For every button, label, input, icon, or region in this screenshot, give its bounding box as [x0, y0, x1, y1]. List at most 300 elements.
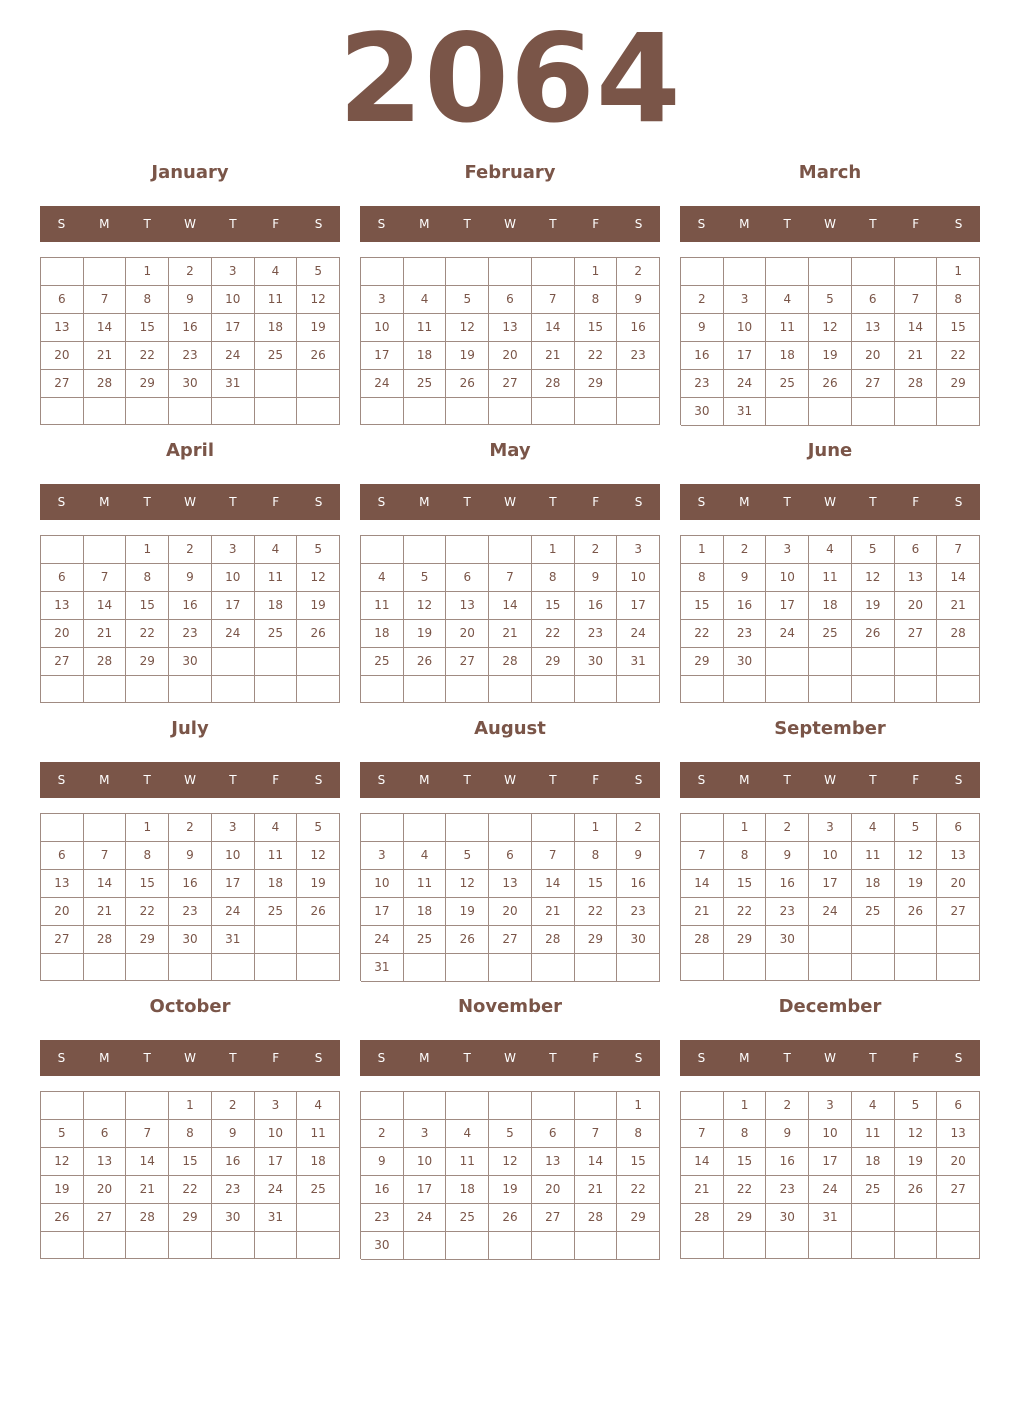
day-cell[interactable]: 1 — [575, 258, 618, 286]
day-cell[interactable]: 8 — [532, 564, 575, 592]
day-cell[interactable]: 6 — [41, 564, 84, 592]
day-cell[interactable]: 18 — [361, 620, 404, 648]
day-cell[interactable]: 21 — [532, 342, 575, 370]
day-cell[interactable]: 2 — [724, 536, 767, 564]
day-cell[interactable]: 10 — [617, 564, 660, 592]
day-cell[interactable]: 3 — [724, 286, 767, 314]
day-cell[interactable]: 10 — [212, 286, 255, 314]
day-cell[interactable]: 8 — [126, 842, 169, 870]
day-cell[interactable]: 9 — [617, 842, 660, 870]
day-cell[interactable]: 28 — [532, 926, 575, 954]
day-cell[interactable]: 10 — [361, 870, 404, 898]
day-cell[interactable]: 28 — [681, 1204, 724, 1232]
day-cell[interactable]: 23 — [169, 898, 212, 926]
day-cell[interactable]: 6 — [532, 1120, 575, 1148]
day-cell[interactable]: 25 — [297, 1176, 340, 1204]
day-cell[interactable]: 7 — [84, 564, 127, 592]
day-cell[interactable]: 14 — [681, 870, 724, 898]
day-cell[interactable]: 14 — [937, 564, 980, 592]
day-cell[interactable]: 17 — [212, 592, 255, 620]
day-cell[interactable]: 20 — [489, 898, 532, 926]
day-cell[interactable]: 21 — [126, 1176, 169, 1204]
day-cell[interactable]: 19 — [809, 342, 852, 370]
day-cell[interactable]: 26 — [852, 620, 895, 648]
day-cell[interactable]: 18 — [404, 342, 447, 370]
day-cell[interactable]: 3 — [212, 258, 255, 286]
day-cell[interactable]: 16 — [766, 1148, 809, 1176]
day-cell[interactable]: 8 — [575, 286, 618, 314]
day-cell[interactable]: 10 — [255, 1120, 298, 1148]
day-cell[interactable]: 14 — [895, 314, 938, 342]
day-cell[interactable]: 28 — [937, 620, 980, 648]
day-cell[interactable]: 18 — [766, 342, 809, 370]
day-cell[interactable]: 7 — [532, 842, 575, 870]
day-cell[interactable]: 3 — [361, 286, 404, 314]
day-cell[interactable]: 31 — [617, 648, 660, 676]
day-cell[interactable]: 17 — [404, 1176, 447, 1204]
day-cell[interactable]: 27 — [532, 1204, 575, 1232]
day-cell[interactable]: 12 — [489, 1148, 532, 1176]
day-cell[interactable]: 25 — [404, 370, 447, 398]
day-cell[interactable]: 13 — [489, 314, 532, 342]
day-cell[interactable]: 24 — [766, 620, 809, 648]
day-cell[interactable]: 30 — [766, 1204, 809, 1232]
day-cell[interactable]: 18 — [255, 314, 298, 342]
day-cell[interactable]: 9 — [169, 564, 212, 592]
day-cell[interactable]: 28 — [84, 370, 127, 398]
day-cell[interactable]: 1 — [126, 536, 169, 564]
day-cell[interactable]: 12 — [852, 564, 895, 592]
day-cell[interactable]: 22 — [532, 620, 575, 648]
day-cell[interactable]: 6 — [489, 842, 532, 870]
day-cell[interactable]: 5 — [895, 814, 938, 842]
day-cell[interactable]: 20 — [41, 620, 84, 648]
day-cell[interactable]: 10 — [212, 842, 255, 870]
day-cell[interactable]: 27 — [41, 926, 84, 954]
day-cell[interactable]: 31 — [255, 1204, 298, 1232]
day-cell[interactable]: 4 — [852, 814, 895, 842]
day-cell[interactable]: 2 — [617, 814, 660, 842]
day-cell[interactable]: 26 — [404, 648, 447, 676]
day-cell[interactable]: 22 — [617, 1176, 660, 1204]
day-cell[interactable]: 10 — [724, 314, 767, 342]
day-cell[interactable]: 17 — [617, 592, 660, 620]
day-cell[interactable]: 1 — [126, 814, 169, 842]
day-cell[interactable]: 22 — [937, 342, 980, 370]
day-cell[interactable]: 26 — [297, 898, 340, 926]
day-cell[interactable]: 27 — [41, 648, 84, 676]
day-cell[interactable]: 18 — [297, 1148, 340, 1176]
day-cell[interactable]: 2 — [169, 536, 212, 564]
day-cell[interactable]: 26 — [809, 370, 852, 398]
day-cell[interactable]: 19 — [895, 1148, 938, 1176]
day-cell[interactable]: 27 — [895, 620, 938, 648]
day-cell[interactable]: 4 — [766, 286, 809, 314]
day-cell[interactable]: 30 — [212, 1204, 255, 1232]
day-cell[interactable]: 3 — [404, 1120, 447, 1148]
day-cell[interactable]: 19 — [297, 314, 340, 342]
day-cell[interactable]: 27 — [41, 370, 84, 398]
day-cell[interactable]: 30 — [617, 926, 660, 954]
day-cell[interactable]: 6 — [84, 1120, 127, 1148]
day-cell[interactable]: 23 — [766, 1176, 809, 1204]
day-cell[interactable]: 4 — [255, 258, 298, 286]
day-cell[interactable]: 3 — [809, 814, 852, 842]
day-cell[interactable]: 10 — [404, 1148, 447, 1176]
day-cell[interactable]: 24 — [809, 898, 852, 926]
day-cell[interactable]: 10 — [766, 564, 809, 592]
day-cell[interactable]: 5 — [297, 536, 340, 564]
day-cell[interactable]: 27 — [446, 648, 489, 676]
day-cell[interactable]: 19 — [895, 870, 938, 898]
day-cell[interactable]: 14 — [532, 870, 575, 898]
day-cell[interactable]: 22 — [724, 898, 767, 926]
day-cell[interactable]: 25 — [404, 926, 447, 954]
day-cell[interactable]: 20 — [852, 342, 895, 370]
day-cell[interactable]: 18 — [404, 898, 447, 926]
day-cell[interactable]: 27 — [489, 370, 532, 398]
day-cell[interactable]: 7 — [895, 286, 938, 314]
day-cell[interactable]: 2 — [681, 286, 724, 314]
day-cell[interactable]: 26 — [446, 926, 489, 954]
day-cell[interactable]: 14 — [126, 1148, 169, 1176]
day-cell[interactable]: 16 — [212, 1148, 255, 1176]
day-cell[interactable]: 15 — [126, 314, 169, 342]
day-cell[interactable]: 9 — [212, 1120, 255, 1148]
day-cell[interactable]: 15 — [937, 314, 980, 342]
day-cell[interactable]: 13 — [489, 870, 532, 898]
day-cell[interactable]: 25 — [255, 620, 298, 648]
day-cell[interactable]: 18 — [446, 1176, 489, 1204]
day-cell[interactable]: 8 — [126, 564, 169, 592]
day-cell[interactable]: 12 — [895, 1120, 938, 1148]
day-cell[interactable]: 13 — [532, 1148, 575, 1176]
day-cell[interactable]: 28 — [126, 1204, 169, 1232]
day-cell[interactable]: 4 — [297, 1092, 340, 1120]
day-cell[interactable]: 12 — [446, 314, 489, 342]
day-cell[interactable]: 12 — [297, 842, 340, 870]
day-cell[interactable]: 29 — [681, 648, 724, 676]
day-cell[interactable]: 3 — [212, 536, 255, 564]
day-cell[interactable]: 1 — [532, 536, 575, 564]
day-cell[interactable]: 29 — [575, 926, 618, 954]
day-cell[interactable]: 16 — [169, 592, 212, 620]
day-cell[interactable]: 26 — [895, 898, 938, 926]
day-cell[interactable]: 22 — [681, 620, 724, 648]
day-cell[interactable]: 19 — [446, 342, 489, 370]
day-cell[interactable]: 2 — [575, 536, 618, 564]
day-cell[interactable]: 29 — [937, 370, 980, 398]
day-cell[interactable]: 11 — [404, 314, 447, 342]
day-cell[interactable]: 30 — [681, 398, 724, 426]
day-cell[interactable]: 9 — [361, 1148, 404, 1176]
day-cell[interactable]: 3 — [212, 814, 255, 842]
day-cell[interactable]: 29 — [575, 370, 618, 398]
day-cell[interactable]: 6 — [41, 842, 84, 870]
day-cell[interactable]: 21 — [532, 898, 575, 926]
day-cell[interactable]: 15 — [617, 1148, 660, 1176]
day-cell[interactable]: 9 — [169, 286, 212, 314]
day-cell[interactable]: 23 — [681, 370, 724, 398]
day-cell[interactable]: 6 — [852, 286, 895, 314]
day-cell[interactable]: 22 — [126, 898, 169, 926]
day-cell[interactable]: 29 — [724, 1204, 767, 1232]
day-cell[interactable]: 9 — [617, 286, 660, 314]
day-cell[interactable]: 9 — [766, 842, 809, 870]
day-cell[interactable]: 3 — [809, 1092, 852, 1120]
day-cell[interactable]: 16 — [361, 1176, 404, 1204]
day-cell[interactable]: 21 — [681, 1176, 724, 1204]
day-cell[interactable]: 23 — [361, 1204, 404, 1232]
day-cell[interactable]: 23 — [212, 1176, 255, 1204]
day-cell[interactable]: 7 — [84, 842, 127, 870]
day-cell[interactable]: 16 — [766, 870, 809, 898]
day-cell[interactable]: 6 — [446, 564, 489, 592]
day-cell[interactable]: 14 — [489, 592, 532, 620]
day-cell[interactable]: 15 — [169, 1148, 212, 1176]
day-cell[interactable]: 27 — [84, 1204, 127, 1232]
day-cell[interactable]: 29 — [617, 1204, 660, 1232]
day-cell[interactable]: 7 — [937, 536, 980, 564]
day-cell[interactable]: 31 — [361, 954, 404, 982]
day-cell[interactable]: 25 — [446, 1204, 489, 1232]
day-cell[interactable]: 8 — [575, 842, 618, 870]
day-cell[interactable]: 2 — [766, 814, 809, 842]
day-cell[interactable]: 21 — [84, 620, 127, 648]
day-cell[interactable]: 25 — [852, 898, 895, 926]
day-cell[interactable]: 13 — [446, 592, 489, 620]
day-cell[interactable]: 11 — [766, 314, 809, 342]
day-cell[interactable]: 2 — [361, 1120, 404, 1148]
day-cell[interactable]: 26 — [297, 620, 340, 648]
day-cell[interactable]: 5 — [297, 258, 340, 286]
day-cell[interactable]: 17 — [361, 898, 404, 926]
day-cell[interactable]: 2 — [212, 1092, 255, 1120]
day-cell[interactable]: 18 — [255, 870, 298, 898]
day-cell[interactable]: 11 — [297, 1120, 340, 1148]
day-cell[interactable]: 28 — [575, 1204, 618, 1232]
day-cell[interactable]: 24 — [212, 898, 255, 926]
day-cell[interactable]: 7 — [681, 842, 724, 870]
day-cell[interactable]: 3 — [361, 842, 404, 870]
day-cell[interactable]: 27 — [937, 898, 980, 926]
day-cell[interactable]: 12 — [895, 842, 938, 870]
day-cell[interactable]: 24 — [617, 620, 660, 648]
day-cell[interactable]: 27 — [937, 1176, 980, 1204]
day-cell[interactable]: 28 — [681, 926, 724, 954]
day-cell[interactable]: 5 — [446, 286, 489, 314]
day-cell[interactable]: 7 — [681, 1120, 724, 1148]
day-cell[interactable]: 24 — [361, 926, 404, 954]
day-cell[interactable]: 16 — [575, 592, 618, 620]
day-cell[interactable]: 13 — [41, 314, 84, 342]
day-cell[interactable]: 20 — [446, 620, 489, 648]
day-cell[interactable]: 29 — [724, 926, 767, 954]
day-cell[interactable]: 8 — [126, 286, 169, 314]
day-cell[interactable]: 30 — [575, 648, 618, 676]
day-cell[interactable]: 3 — [255, 1092, 298, 1120]
day-cell[interactable]: 13 — [895, 564, 938, 592]
day-cell[interactable]: 14 — [681, 1148, 724, 1176]
day-cell[interactable]: 5 — [404, 564, 447, 592]
day-cell[interactable]: 23 — [766, 898, 809, 926]
day-cell[interactable]: 30 — [169, 648, 212, 676]
day-cell[interactable]: 22 — [169, 1176, 212, 1204]
day-cell[interactable]: 8 — [724, 842, 767, 870]
day-cell[interactable]: 21 — [895, 342, 938, 370]
day-cell[interactable]: 23 — [169, 342, 212, 370]
day-cell[interactable]: 11 — [255, 286, 298, 314]
day-cell[interactable]: 30 — [169, 926, 212, 954]
day-cell[interactable]: 14 — [575, 1148, 618, 1176]
day-cell[interactable]: 21 — [489, 620, 532, 648]
day-cell[interactable]: 15 — [126, 592, 169, 620]
day-cell[interactable]: 7 — [489, 564, 532, 592]
day-cell[interactable]: 28 — [84, 926, 127, 954]
day-cell[interactable]: 16 — [724, 592, 767, 620]
day-cell[interactable]: 12 — [41, 1148, 84, 1176]
day-cell[interactable]: 17 — [809, 870, 852, 898]
day-cell[interactable]: 25 — [255, 898, 298, 926]
day-cell[interactable]: 5 — [809, 286, 852, 314]
day-cell[interactable]: 16 — [169, 870, 212, 898]
day-cell[interactable]: 2 — [169, 814, 212, 842]
day-cell[interactable]: 23 — [724, 620, 767, 648]
day-cell[interactable]: 22 — [575, 898, 618, 926]
day-cell[interactable]: 7 — [575, 1120, 618, 1148]
day-cell[interactable]: 25 — [361, 648, 404, 676]
day-cell[interactable]: 29 — [126, 648, 169, 676]
day-cell[interactable]: 4 — [255, 814, 298, 842]
day-cell[interactable]: 10 — [809, 842, 852, 870]
day-cell[interactable]: 12 — [297, 564, 340, 592]
day-cell[interactable]: 25 — [809, 620, 852, 648]
day-cell[interactable]: 19 — [404, 620, 447, 648]
day-cell[interactable]: 1 — [681, 536, 724, 564]
day-cell[interactable]: 4 — [361, 564, 404, 592]
day-cell[interactable]: 5 — [41, 1120, 84, 1148]
day-cell[interactable]: 3 — [617, 536, 660, 564]
day-cell[interactable]: 24 — [724, 370, 767, 398]
day-cell[interactable]: 6 — [937, 1092, 980, 1120]
day-cell[interactable]: 1 — [575, 814, 618, 842]
day-cell[interactable]: 8 — [724, 1120, 767, 1148]
day-cell[interactable]: 2 — [617, 258, 660, 286]
day-cell[interactable]: 9 — [681, 314, 724, 342]
day-cell[interactable]: 24 — [809, 1176, 852, 1204]
day-cell[interactable]: 2 — [766, 1092, 809, 1120]
day-cell[interactable]: 31 — [212, 926, 255, 954]
day-cell[interactable]: 11 — [255, 842, 298, 870]
day-cell[interactable]: 30 — [766, 926, 809, 954]
day-cell[interactable]: 21 — [575, 1176, 618, 1204]
day-cell[interactable]: 11 — [852, 842, 895, 870]
day-cell[interactable]: 12 — [404, 592, 447, 620]
day-cell[interactable]: 17 — [255, 1148, 298, 1176]
day-cell[interactable]: 25 — [852, 1176, 895, 1204]
day-cell[interactable]: 2 — [169, 258, 212, 286]
day-cell[interactable]: 24 — [212, 342, 255, 370]
day-cell[interactable]: 13 — [852, 314, 895, 342]
day-cell[interactable]: 15 — [532, 592, 575, 620]
day-cell[interactable]: 20 — [489, 342, 532, 370]
day-cell[interactable]: 17 — [724, 342, 767, 370]
day-cell[interactable]: 24 — [212, 620, 255, 648]
day-cell[interactable]: 11 — [852, 1120, 895, 1148]
day-cell[interactable]: 4 — [255, 536, 298, 564]
day-cell[interactable]: 23 — [617, 342, 660, 370]
day-cell[interactable]: 11 — [809, 564, 852, 592]
day-cell[interactable]: 12 — [297, 286, 340, 314]
day-cell[interactable]: 3 — [766, 536, 809, 564]
day-cell[interactable]: 19 — [297, 870, 340, 898]
day-cell[interactable]: 6 — [41, 286, 84, 314]
day-cell[interactable]: 21 — [84, 898, 127, 926]
day-cell[interactable]: 4 — [809, 536, 852, 564]
day-cell[interactable]: 5 — [446, 842, 489, 870]
day-cell[interactable]: 17 — [212, 314, 255, 342]
day-cell[interactable]: 29 — [532, 648, 575, 676]
day-cell[interactable]: 10 — [809, 1120, 852, 1148]
day-cell[interactable]: 24 — [361, 370, 404, 398]
day-cell[interactable]: 27 — [489, 926, 532, 954]
day-cell[interactable]: 4 — [852, 1092, 895, 1120]
day-cell[interactable]: 20 — [895, 592, 938, 620]
day-cell[interactable]: 10 — [212, 564, 255, 592]
day-cell[interactable]: 21 — [937, 592, 980, 620]
day-cell[interactable]: 19 — [297, 592, 340, 620]
day-cell[interactable]: 13 — [937, 1120, 980, 1148]
day-cell[interactable]: 5 — [297, 814, 340, 842]
day-cell[interactable]: 29 — [126, 370, 169, 398]
day-cell[interactable]: 6 — [489, 286, 532, 314]
day-cell[interactable]: 16 — [617, 870, 660, 898]
day-cell[interactable]: 15 — [724, 870, 767, 898]
day-cell[interactable]: 1 — [169, 1092, 212, 1120]
day-cell[interactable]: 31 — [809, 1204, 852, 1232]
day-cell[interactable]: 14 — [84, 870, 127, 898]
day-cell[interactable]: 30 — [361, 1232, 404, 1260]
day-cell[interactable]: 17 — [212, 870, 255, 898]
day-cell[interactable]: 15 — [575, 870, 618, 898]
day-cell[interactable]: 19 — [446, 898, 489, 926]
day-cell[interactable]: 17 — [766, 592, 809, 620]
day-cell[interactable]: 31 — [724, 398, 767, 426]
day-cell[interactable]: 14 — [532, 314, 575, 342]
day-cell[interactable]: 26 — [895, 1176, 938, 1204]
day-cell[interactable]: 29 — [169, 1204, 212, 1232]
day-cell[interactable]: 13 — [84, 1148, 127, 1176]
day-cell[interactable]: 14 — [84, 592, 127, 620]
day-cell[interactable]: 1 — [724, 814, 767, 842]
day-cell[interactable]: 1 — [724, 1092, 767, 1120]
day-cell[interactable]: 25 — [766, 370, 809, 398]
day-cell[interactable]: 20 — [937, 1148, 980, 1176]
day-cell[interactable]: 21 — [84, 342, 127, 370]
day-cell[interactable]: 1 — [617, 1092, 660, 1120]
day-cell[interactable]: 18 — [852, 1148, 895, 1176]
day-cell[interactable]: 8 — [169, 1120, 212, 1148]
day-cell[interactable]: 27 — [852, 370, 895, 398]
day-cell[interactable]: 31 — [212, 370, 255, 398]
day-cell[interactable]: 9 — [575, 564, 618, 592]
day-cell[interactable]: 20 — [532, 1176, 575, 1204]
day-cell[interactable]: 16 — [169, 314, 212, 342]
day-cell[interactable]: 20 — [84, 1176, 127, 1204]
day-cell[interactable]: 8 — [617, 1120, 660, 1148]
day-cell[interactable]: 16 — [617, 314, 660, 342]
day-cell[interactable]: 22 — [126, 620, 169, 648]
